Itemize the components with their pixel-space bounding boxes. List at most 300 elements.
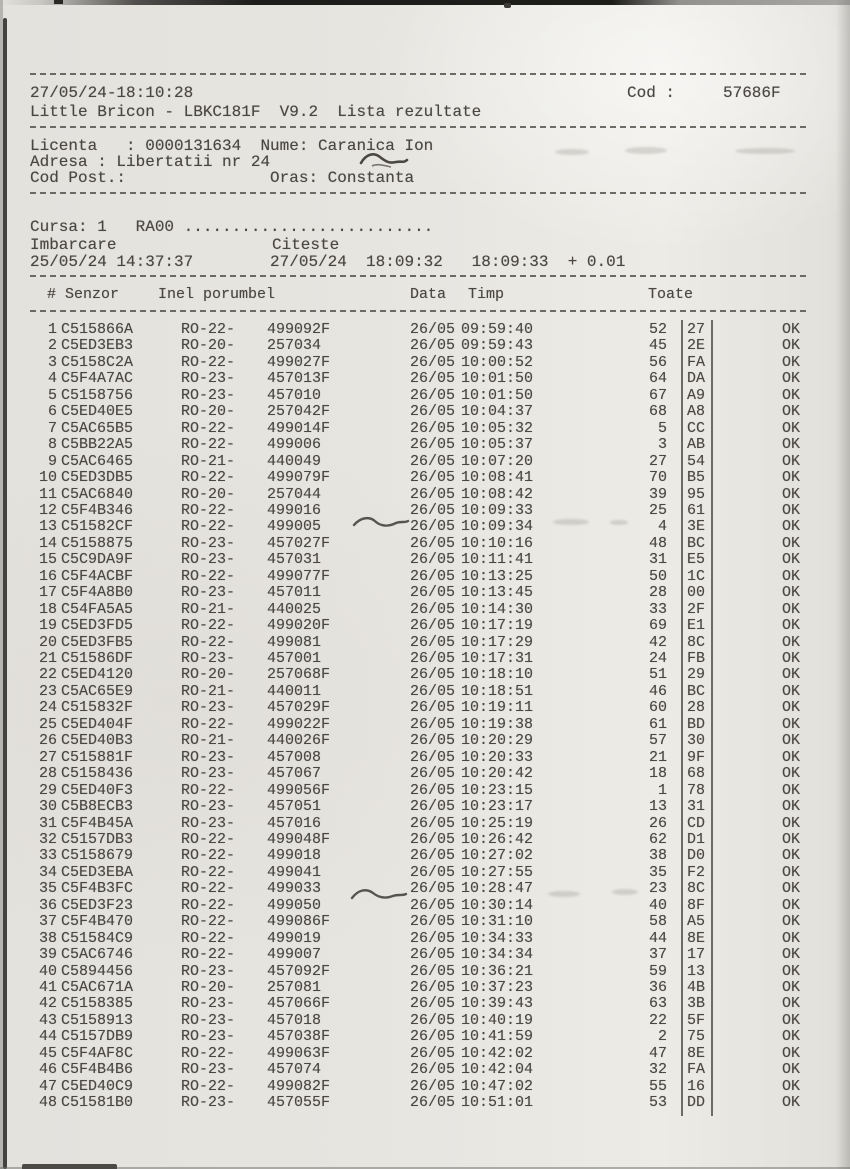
ring-number-cell: 440026F [267, 732, 331, 750]
ring-prefix-cell: RO-23- [181, 534, 236, 552]
date-cell: 26/05 [410, 995, 456, 1013]
ring-prefix-cell: RO-23- [181, 650, 236, 667]
ring-prefix-cell: RO-21- [181, 732, 236, 750]
time-cell: 10:14:30 [461, 600, 534, 618]
ring-prefix-cell: RO-22- [181, 321, 236, 338]
smudge-artifact [625, 147, 667, 154]
count-cell: 21 [648, 748, 667, 766]
date-cell: 26/05 [410, 650, 456, 667]
count-cell: 67 [648, 386, 667, 404]
count-cell: 1 [657, 781, 667, 799]
row-number-cell: 13 [38, 518, 57, 536]
row-number-cell: 14 [38, 534, 57, 552]
sensor-cell: C515881F [61, 748, 134, 766]
status-cell: OK [782, 436, 801, 454]
hex-cell: 95 [687, 485, 706, 503]
count-cell: 22 [648, 1011, 667, 1029]
row-number-cell: 40 [38, 962, 57, 980]
time-cell: 10:34:34 [461, 946, 534, 964]
sensor-cell: C51581B0 [61, 1094, 134, 1112]
row-number-cell: 29 [38, 781, 57, 799]
sensor-cell: C5F4B470 [61, 913, 134, 931]
ring-prefix-cell: RO-22- [181, 830, 236, 848]
count-cell: 59 [648, 962, 667, 980]
row-number-cell: 15 [38, 551, 57, 569]
count-cell: 61 [648, 715, 667, 733]
ring-prefix-cell: RO-21- [181, 682, 236, 700]
time-cell: 10:20:29 [461, 732, 534, 750]
separator-line [30, 310, 806, 312]
time-cell: 10:36:21 [461, 962, 534, 980]
col-header-number: # [47, 286, 57, 303]
status-cell: OK [782, 913, 801, 931]
cod-post-line: Cod Post.: Oras: Constanta [30, 169, 415, 187]
date-cell: 26/05 [410, 682, 456, 700]
table-row [0, 322, 850, 338]
ring-prefix-cell: RO-22- [181, 436, 236, 454]
table-row [0, 437, 850, 453]
sensor-cell: C5C9DA9F [61, 551, 134, 569]
time-cell: 10:17:31 [461, 650, 534, 667]
col-header-inel-porumbel: Inel porumbel [158, 286, 276, 303]
ring-prefix-cell: RO-23- [181, 765, 236, 783]
time-cell: 10:40:19 [461, 1011, 534, 1029]
count-cell: 63 [648, 995, 667, 1013]
ring-prefix-cell: RO-22- [181, 353, 236, 371]
hex-cell: A5 [687, 913, 706, 931]
sensor-cell: C5ED3F23 [61, 896, 134, 914]
sensor-cell: C5158385 [61, 995, 134, 1013]
ring-prefix-cell: RO-22- [181, 617, 236, 635]
row-number-cell: 27 [38, 748, 57, 766]
ring-prefix-cell: RO-23- [181, 386, 236, 404]
ring-number-cell: 457008 [267, 748, 322, 766]
date-cell: 26/05 [410, 962, 456, 980]
status-cell: OK [782, 896, 801, 914]
sensor-cell: C5F4B4B6 [61, 1061, 134, 1079]
ring-number-cell: 457016 [267, 814, 322, 832]
ring-number-cell: 499050 [267, 896, 322, 914]
date-cell: 26/05 [410, 847, 456, 865]
table-row [0, 470, 850, 486]
time-cell: 10:08:42 [461, 485, 534, 503]
count-cell: 69 [648, 617, 667, 635]
date-cell: 26/05 [410, 666, 456, 684]
ring-number-cell: 257044 [267, 485, 322, 503]
row-number-cell: 35 [38, 880, 57, 898]
count-cell: 38 [648, 847, 667, 865]
hex-cell: D0 [687, 847, 706, 865]
time-cell: 10:00:52 [461, 353, 534, 371]
col-header-data: Data [410, 286, 447, 303]
sensor-cell: C5AC6746 [61, 946, 134, 964]
hex-cell: 3E [687, 518, 706, 536]
date-cell: 26/05 [410, 1044, 456, 1062]
ring-number-cell: 457001 [267, 650, 322, 667]
ring-prefix-cell: RO-23- [181, 748, 236, 766]
status-cell: OK [782, 600, 801, 618]
table-row [0, 898, 850, 914]
time-cell: 10:20:42 [461, 765, 534, 783]
status-cell: OK [782, 650, 801, 667]
hex-cell: 8C [687, 633, 706, 651]
date-cell: 26/05 [410, 699, 456, 717]
time-cell: 10:18:51 [461, 682, 534, 700]
row-number-cell: 2 [47, 337, 57, 355]
time-cell: 10:28:47 [461, 880, 534, 898]
row-number-cell: 12 [38, 501, 57, 519]
count-cell: 13 [648, 798, 667, 816]
time-cell: 10:10:16 [461, 534, 534, 552]
row-number-cell: 21 [38, 650, 57, 667]
table-row [0, 848, 850, 864]
hex-cell: 29 [687, 666, 706, 684]
ring-number-cell: 499079F [267, 469, 331, 487]
ring-prefix-cell: RO-22- [181, 469, 236, 487]
status-cell: OK [782, 1061, 801, 1079]
count-cell: 70 [648, 469, 667, 487]
ring-number-cell: 499033 [267, 880, 322, 898]
ring-prefix-cell: RO-22- [181, 1044, 236, 1062]
row-number-cell: 38 [38, 929, 57, 947]
status-cell: OK [782, 1011, 801, 1029]
ring-prefix-cell: RO-21- [181, 600, 236, 618]
hex-cell: 27 [687, 321, 706, 338]
ring-prefix-cell: RO-20- [181, 403, 236, 421]
status-cell: OK [782, 584, 801, 602]
date-cell: 26/05 [410, 501, 456, 519]
status-cell: OK [782, 1077, 801, 1095]
count-cell: 55 [648, 1077, 667, 1095]
smudge-artifact [610, 520, 628, 525]
ring-number-cell: 457074 [267, 1061, 322, 1079]
ring-prefix-cell: RO-23- [181, 962, 236, 980]
sensor-cell: C5F4B346 [61, 501, 134, 519]
sensor-cell: C5ED3FD5 [61, 617, 134, 635]
hex-cell: 8E [687, 1044, 706, 1062]
ring-number-cell: 499019 [267, 929, 322, 947]
sensor-cell: C5BB22A5 [61, 436, 134, 454]
hex-cell: CC [687, 419, 706, 437]
ring-number-cell: 457066F [267, 995, 331, 1013]
count-cell: 58 [648, 913, 667, 931]
ring-number-cell: 499081 [267, 633, 322, 651]
imbarcare-label: Imbarcare [30, 236, 117, 254]
ring-prefix-cell: RO-22- [181, 567, 236, 585]
status-cell: OK [782, 534, 801, 552]
count-cell: 57 [648, 732, 667, 750]
separator-line [30, 275, 806, 277]
hex-cell: 75 [687, 1028, 706, 1046]
ring-prefix-cell: RO-22- [181, 863, 236, 881]
status-cell: OK [782, 567, 801, 585]
date-cell: 26/05 [410, 485, 456, 503]
time-cell: 10:37:23 [461, 979, 534, 996]
time-cell: 10:42:04 [461, 1061, 534, 1079]
ring-number-cell: 440049 [267, 452, 322, 470]
hex-cell: 8E [687, 929, 706, 947]
ring-number-cell: 457013F [267, 370, 331, 388]
time-cell: 10:51:01 [461, 1094, 534, 1112]
row-number-cell: 47 [38, 1077, 57, 1095]
table-row [0, 355, 850, 371]
count-cell: 44 [648, 929, 667, 947]
table-row [0, 914, 850, 930]
sensor-cell: C5AC671A [61, 979, 134, 996]
status-cell: OK [782, 353, 801, 371]
date-cell: 26/05 [410, 584, 456, 602]
status-cell: OK [782, 798, 801, 816]
status-cell: OK [782, 419, 801, 437]
ring-number-cell: 499016 [267, 501, 322, 519]
ring-number-cell: 499018 [267, 847, 322, 865]
hex-cell: 2E [687, 337, 706, 355]
ring-prefix-cell: RO-23- [181, 1028, 236, 1046]
ring-number-cell: 499020F [267, 617, 331, 635]
hex-cell: 30 [687, 732, 706, 750]
ring-prefix-cell: RO-23- [181, 551, 236, 569]
status-cell: OK [782, 962, 801, 980]
ring-number-cell: 457029F [267, 699, 331, 717]
date-cell: 26/05 [410, 337, 456, 355]
table-row [0, 1013, 850, 1029]
sensor-cell: C515866A [61, 321, 134, 338]
ring-number-cell: 499082F [267, 1077, 331, 1095]
date-cell: 26/05 [410, 929, 456, 947]
table-row [0, 717, 850, 733]
date-cell: 26/05 [410, 567, 456, 585]
row-number-cell: 5 [47, 386, 57, 404]
ink-squiggle-artifact [350, 886, 408, 904]
ring-number-cell: 499027F [267, 353, 331, 371]
row-number-cell: 11 [38, 485, 57, 503]
hex-cell: 31 [687, 798, 706, 816]
ring-number-cell: 457055F [267, 1094, 331, 1112]
status-cell: OK [782, 781, 801, 799]
row-number-cell: 8 [47, 436, 57, 454]
ring-prefix-cell: RO-23- [181, 584, 236, 602]
status-cell: OK [782, 946, 801, 964]
count-cell: 4 [657, 518, 667, 536]
status-cell: OK [782, 1044, 801, 1062]
ring-number-cell: 257081 [267, 979, 322, 996]
hex-cell: AB [687, 436, 706, 454]
count-cell: 27 [648, 452, 667, 470]
row-number-cell: 19 [38, 617, 57, 635]
scan-edge-mark [504, 3, 511, 8]
hex-cell: 8F [687, 896, 706, 914]
hex-cell: CD [687, 814, 706, 832]
ring-number-cell: 440025 [267, 600, 322, 618]
ring-prefix-cell: RO-23- [181, 1094, 236, 1112]
sensor-cell: C5ED40E5 [61, 403, 134, 421]
separator-line [30, 126, 806, 128]
ring-prefix-cell: RO-23- [181, 1061, 236, 1079]
date-cell: 26/05 [410, 452, 456, 470]
date-cell: 26/05 [410, 469, 456, 487]
row-number-cell: 44 [38, 1028, 57, 1046]
time-cell: 10:05:37 [461, 436, 534, 454]
sensor-cell: C5ED3DB5 [61, 469, 134, 487]
table-row [0, 980, 850, 996]
row-number-cell: 34 [38, 863, 57, 881]
hex-cell: 28 [687, 699, 706, 717]
col-header-senzor: Senzor [65, 286, 120, 303]
row-number-cell: 17 [38, 584, 57, 602]
date-cell: 26/05 [410, 732, 456, 750]
status-cell: OK [782, 699, 801, 717]
ring-prefix-cell: RO-22- [181, 880, 236, 898]
date-cell: 26/05 [410, 617, 456, 635]
status-cell: OK [782, 732, 801, 750]
sensor-cell: C5F4B3FC [61, 880, 134, 898]
date-cell: 26/05 [410, 386, 456, 404]
time-cell: 10:17:29 [461, 633, 534, 651]
scan-bottom-mark [22, 1164, 117, 1169]
table-row [0, 618, 850, 634]
date-cell: 26/05 [410, 419, 456, 437]
sensor-cell: C5ED3FB5 [61, 633, 134, 651]
row-number-cell: 32 [38, 830, 57, 848]
ring-prefix-cell: RO-23- [181, 814, 236, 832]
ink-squiggle-artifact [352, 514, 410, 532]
ink-squiggle-artifact [358, 150, 410, 170]
time-cell: 10:09:34 [461, 518, 534, 536]
table-row [0, 602, 850, 618]
hex-cell: F2 [687, 863, 706, 881]
hex-cell: 78 [687, 781, 706, 799]
row-number-cell: 20 [38, 633, 57, 651]
status-cell: OK [782, 682, 801, 700]
ring-prefix-cell: RO-20- [181, 485, 236, 503]
date-cell: 26/05 [410, 633, 456, 651]
hex-cell: 4B [687, 979, 706, 996]
time-cell: 10:27:55 [461, 863, 534, 881]
ring-prefix-cell: RO-22- [181, 419, 236, 437]
hex-cell: DD [687, 1094, 706, 1112]
table-row [0, 552, 850, 568]
ring-prefix-cell: RO-23- [181, 370, 236, 388]
time-cell: 10:13:45 [461, 584, 534, 602]
table-row [0, 700, 850, 716]
separator-line [30, 192, 806, 194]
table-row [0, 832, 850, 848]
count-cell: 2 [657, 1028, 667, 1046]
time-cell: 10:26:42 [461, 830, 534, 848]
status-cell: OK [782, 847, 801, 865]
print-datetime: 27/05/24-18:10:28 [30, 84, 194, 102]
time-cell: 10:19:38 [461, 715, 534, 733]
status-cell: OK [782, 321, 801, 338]
sensor-cell: C5ED4120 [61, 666, 134, 684]
date-cell: 26/05 [410, 353, 456, 371]
ring-prefix-cell: RO-23- [181, 1011, 236, 1029]
sensor-cell: C5158436 [61, 765, 134, 783]
hex-cell: FA [687, 1061, 706, 1079]
row-number-cell: 7 [47, 419, 57, 437]
row-number-cell: 25 [38, 715, 57, 733]
time-cell: 10:09:33 [461, 501, 534, 519]
count-cell: 33 [648, 600, 667, 618]
ring-number-cell: 499077F [267, 567, 331, 585]
count-cell: 25 [648, 501, 667, 519]
status-cell: OK [782, 386, 801, 404]
time-cell: 10:47:02 [461, 1077, 534, 1095]
ring-number-cell: 499007 [267, 946, 322, 964]
count-cell: 40 [648, 896, 667, 914]
table-row [0, 1095, 850, 1111]
date-cell: 26/05 [410, 715, 456, 733]
status-cell: OK [782, 518, 801, 536]
row-number-cell: 48 [38, 1094, 57, 1112]
status-cell: OK [782, 452, 801, 470]
sensor-cell: C51584C9 [61, 929, 134, 947]
sensor-cell: C5158913 [61, 1011, 134, 1029]
ring-prefix-cell: RO-22- [181, 913, 236, 931]
table-row [0, 454, 850, 470]
ring-number-cell: 257042F [267, 403, 331, 421]
status-cell: OK [782, 666, 801, 684]
row-number-cell: 30 [38, 798, 57, 816]
count-cell: 60 [648, 699, 667, 717]
table-row [0, 635, 850, 651]
row-number-cell: 18 [38, 600, 57, 618]
sensor-cell: C51586DF [61, 650, 134, 667]
date-cell: 26/05 [410, 1028, 456, 1046]
status-cell: OK [782, 469, 801, 487]
time-cell: 10:08:41 [461, 469, 534, 487]
table-row [0, 865, 850, 881]
table-row [0, 536, 850, 552]
table-row [0, 766, 850, 782]
date-cell: 26/05 [410, 781, 456, 799]
ring-prefix-cell: RO-22- [181, 896, 236, 914]
date-cell: 26/05 [410, 551, 456, 569]
ring-number-cell: 457018 [267, 1011, 322, 1029]
table-row [0, 388, 850, 404]
table-row [0, 667, 850, 683]
adresa-line: Adresa : Libertatii nr 24 [30, 153, 271, 171]
row-number-cell: 31 [38, 814, 57, 832]
hex-cell: BD [687, 715, 706, 733]
status-cell: OK [782, 485, 801, 503]
hex-cell: 2F [687, 600, 706, 618]
status-cell: OK [782, 370, 801, 388]
hex-cell: 8C [687, 880, 706, 898]
sensor-cell: C5F4B45A [61, 814, 134, 832]
count-cell: 24 [648, 650, 667, 667]
time-cell: 10:27:02 [461, 847, 534, 865]
date-cell: 26/05 [410, 748, 456, 766]
hex-cell: 00 [687, 584, 706, 602]
table-row [0, 1029, 850, 1045]
hex-cell: 13 [687, 962, 706, 980]
cursa-line: Cursa: 1 RA00 .......................... [30, 218, 434, 236]
status-cell: OK [782, 501, 801, 519]
status-cell: OK [782, 715, 801, 733]
count-cell: 5 [657, 419, 667, 437]
sensor-cell: C5157DB3 [61, 830, 134, 848]
table-row [0, 487, 850, 503]
row-number-cell: 9 [47, 452, 57, 470]
status-cell: OK [782, 1094, 801, 1112]
table-row [0, 1062, 850, 1078]
date-cell: 26/05 [410, 1094, 456, 1112]
ring-number-cell: 499063F [267, 1044, 331, 1062]
ring-prefix-cell: RO-22- [181, 518, 236, 536]
count-cell: 68 [648, 403, 667, 421]
date-cell: 26/05 [410, 913, 456, 931]
